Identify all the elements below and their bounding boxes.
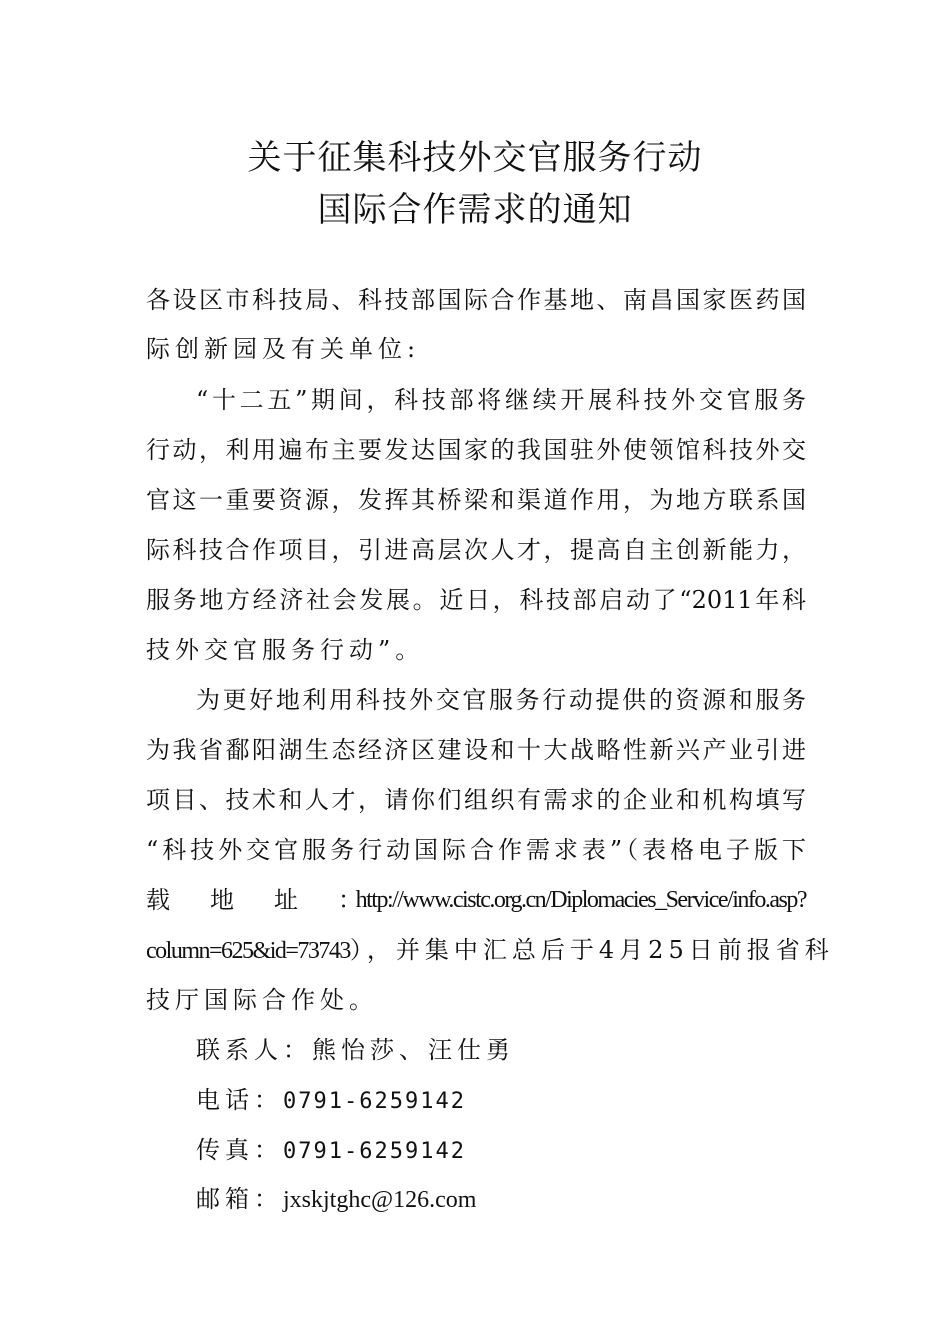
contact-phone [196, 1084, 466, 1118]
paragraph2-line-3: 项目、技术和人才，请你们组织有需求的企业和机构填写 [146, 786, 806, 814]
paragraph1-line-6: 技外交官服务行动”。 [146, 636, 425, 664]
download-url-part-1[interactable]: http://www.cistc.org.cn/Diplomacies_Service/info.asp? [355, 887, 806, 913]
download-address-label-text: 载地址： [146, 886, 402, 914]
phone-number: 0791-6259142 [283, 1089, 466, 1114]
paragraph1-line-3: 官这一重要资源，发挥其桥梁和渠道作用，为地方联系国 [146, 486, 806, 514]
paragraph1-line-2: 行动，利用遍布主要发达国家的我国驻外使领馆科技外交 [146, 436, 806, 464]
paragraph2-line-4: “科技外交官服务行动国际合作需求表”（表格电子版下 [146, 836, 806, 864]
phone-label: 电话： [196, 1086, 283, 1114]
paragraph2-line-7: 技厅国际合作处。 [146, 986, 378, 1014]
contact-fax [196, 1134, 466, 1168]
paragraph1-line-1: “十二五”期间，科技部将继续开展科技外交官服务 [196, 386, 806, 414]
paragraph2-line-6 [146, 934, 834, 966]
paragraph2-line-2: 为我省鄱阳湖生态经济区建设和十大战略性新兴产业引进 [146, 736, 806, 764]
salutation-line-2: 际创新园及有关单位: [146, 335, 421, 363]
download-address-label [146, 884, 402, 916]
title-line-2: 国际合作需求的通知 [317, 190, 633, 230]
paragraph1-line-5: 服务地方经济社会发展。近日，科技部启动了“2011年科 [146, 586, 806, 614]
fax-number: 0791-6259142 [283, 1139, 466, 1164]
fax-label: 传真： [196, 1136, 283, 1164]
download-url-part-2[interactable]: column=625&id=73743 [146, 938, 350, 964]
title-line-1: 关于征集科技外交官服务行动 [247, 138, 703, 178]
email-label: 邮箱： [196, 1185, 283, 1213]
paragraph1-line-4: 际科技合作项目，引进高层次人才，提高自主创新能力， [146, 536, 806, 564]
paragraph2-line-1: 为更好地利用科技外交官服务行动提供的资源和服务 [196, 686, 806, 714]
deadline-text: ），并集中汇总后于4月25日前报省科 [349, 936, 834, 964]
paragraph2-line-5 [146, 884, 806, 916]
contact-email [196, 1183, 476, 1216]
salutation-line-1: 各设区市科技局、科技部国际合作基地、南昌国家医药国 [146, 286, 806, 314]
contact-person: 联系人：熊怡莎、汪仕勇 [196, 1036, 515, 1064]
email-address[interactable]: jxskjtghc@126.com [283, 1187, 477, 1213]
